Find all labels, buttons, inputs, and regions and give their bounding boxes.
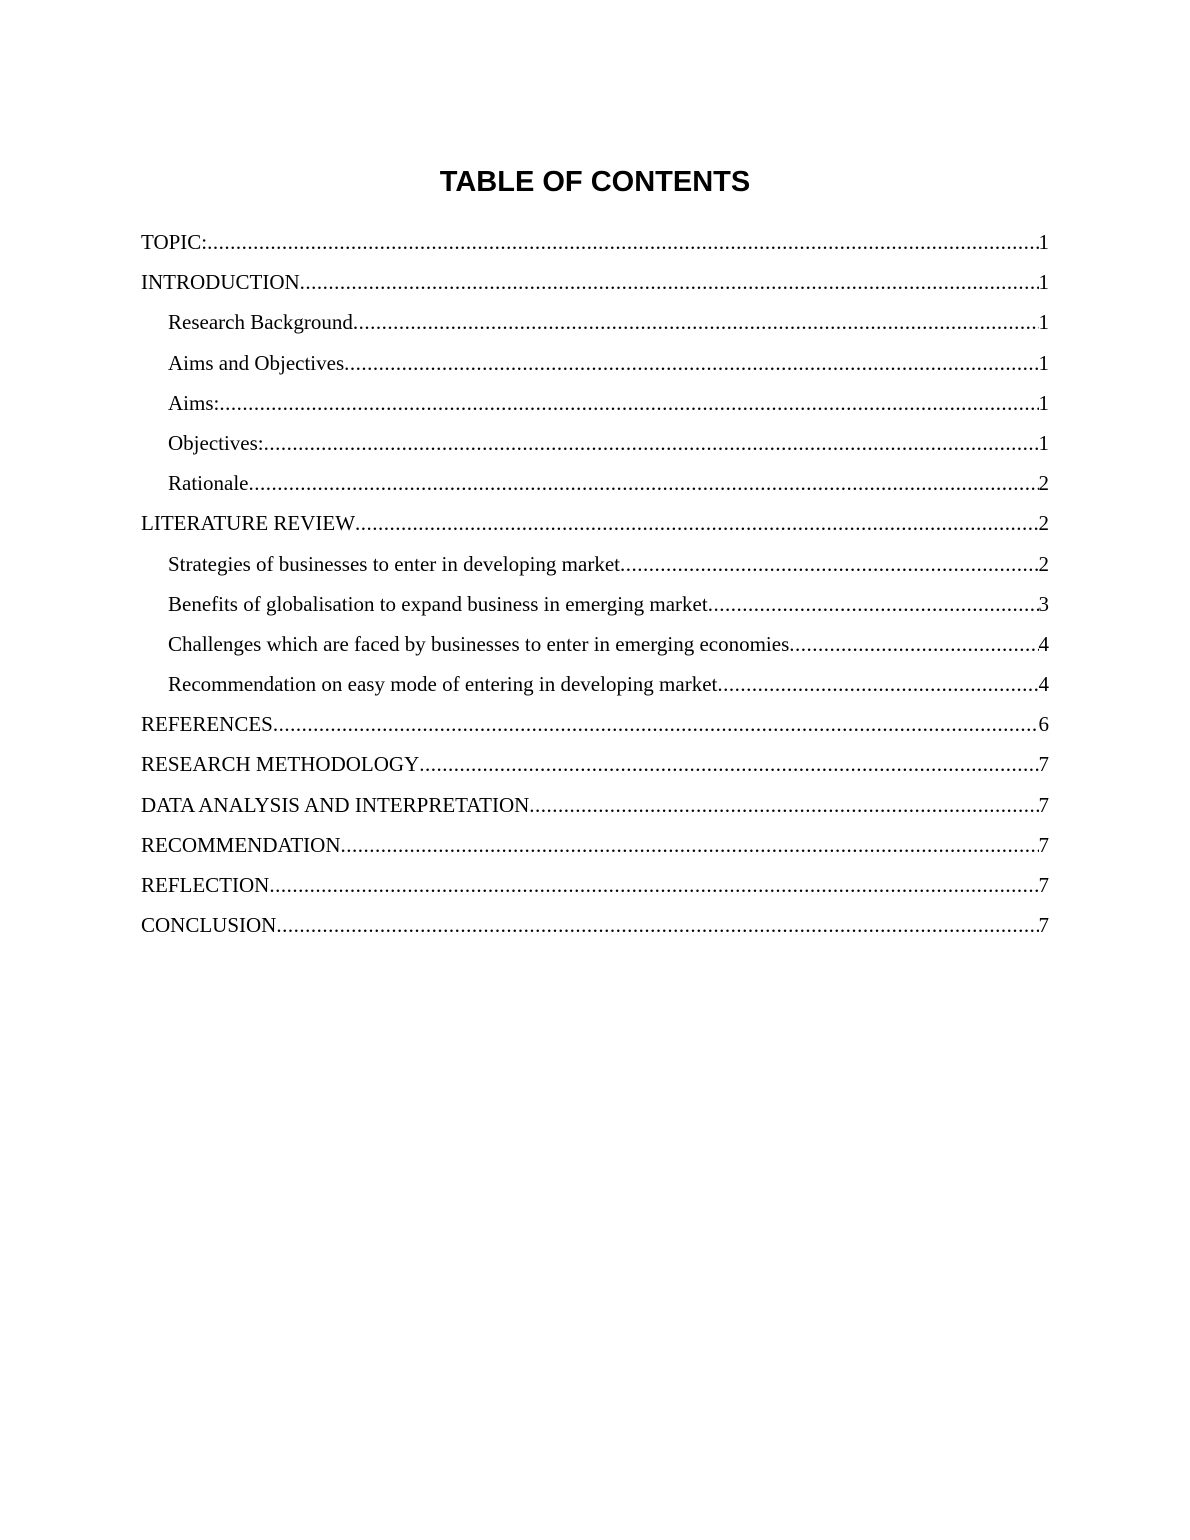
toc-entry-label: RECOMMENDATION [141,832,341,857]
toc-entry-page: 1 [1038,430,1049,455]
toc-entry-page: 6 [1038,712,1049,737]
toc-entry-label: Aims: [168,390,220,415]
toc-entry-label: Rationale [168,471,249,496]
toc-entry-conclusion[interactable] [141,905,1049,945]
toc-entry-page: 2 [1038,511,1049,536]
toc-entry-page: 7 [1038,913,1049,938]
toc-entry-reflection[interactable] [141,865,1049,905]
toc-entry-label: Strategies of businesses to enter in developing market [168,551,620,576]
toc-entry-page: 4 [1038,672,1049,697]
toc-entry-label: INTRODUCTION [141,270,300,295]
toc-entry-label: TOPIC: [141,230,208,254]
toc-entry-label: Challenges which are faced by businesses to enter in emerging economies [168,631,790,656]
dot-leader [620,544,1039,584]
toc-entry-label: Aims and Objectives [168,350,345,375]
dot-leader [207,222,1038,262]
toc-entry-aims[interactable] [141,383,1049,423]
toc-entry-label: REFLECTION [141,873,270,897]
dot-leader [355,503,1038,543]
toc-entry-references[interactable] [141,704,1049,744]
toc-entry-challenges[interactable] [141,624,1049,664]
toc-entry-page: 2 [1038,551,1049,576]
toc-entry-rationale[interactable] [141,463,1049,503]
toc-entry-label: CONCLUSION [141,913,277,938]
toc-entry-topic[interactable] [141,222,1049,262]
dot-leader [344,343,1038,383]
toc-entry-page: 4 [1038,631,1049,656]
toc-entry-page: 3 [1038,591,1049,616]
toc-entry-label: Research Background [168,310,353,335]
toc-entry-aims-and-objectives[interactable] [141,343,1049,383]
toc-entry-label: Recommendation on easy mode of entering in developing market [168,672,718,697]
toc-entry-page: 7 [1038,792,1049,817]
dot-leader [273,704,1039,744]
toc-entry-label: Benefits of globalisation to expand business in emerging market [168,591,708,616]
table-of-contents [141,222,1049,945]
dot-leader [269,865,1038,905]
toc-entry-page: 1 [1038,310,1049,335]
dot-leader [264,423,1039,463]
toc-entry-page: 1 [1038,230,1049,254]
dot-leader [789,624,1038,664]
toc-entry-strategies[interactable] [141,544,1049,584]
dot-leader [717,664,1038,704]
toc-entry-label: Objectives: [168,430,264,455]
dot-leader [300,262,1039,302]
toc-entry-label: REFERENCES [141,712,273,737]
toc-entry-introduction[interactable] [141,262,1049,302]
toc-entry-page: 7 [1038,752,1049,777]
toc-entry-research-methodology[interactable] [141,744,1049,784]
toc-entry-label: LITERATURE REVIEW [141,511,356,536]
toc-entry-literature-review[interactable] [141,503,1049,543]
dot-leader [276,905,1038,945]
toc-entry-recommendation[interactable] [141,825,1049,865]
toc-entry-page: 1 [1038,270,1049,295]
toc-entry-page: 1 [1038,350,1049,375]
dot-leader [353,302,1039,342]
toc-entry-objectives[interactable] [141,423,1049,463]
page-title: TABLE OF CONTENTS [439,166,751,198]
toc-entry-data-analysis[interactable] [141,785,1049,825]
toc-entry-label: RESEARCH METHODOLOGY [141,752,420,777]
toc-entry-page: 1 [1038,390,1049,415]
toc-entry-recommendation-entry-mode[interactable] [141,664,1049,704]
toc-entry-research-background[interactable] [141,302,1049,342]
toc-entry-page: 2 [1038,471,1049,496]
dot-leader [341,825,1039,865]
dot-leader [219,383,1038,423]
toc-entry-label: DATA ANALYSIS AND INTERPRETATION [141,792,530,817]
dot-leader [529,785,1038,825]
toc-entry-page: 7 [1038,832,1049,857]
toc-entry-benefits[interactable] [141,584,1049,624]
dot-leader [248,463,1038,503]
dot-leader [708,584,1039,624]
dot-leader [419,744,1038,784]
toc-entry-page: 7 [1038,873,1049,897]
